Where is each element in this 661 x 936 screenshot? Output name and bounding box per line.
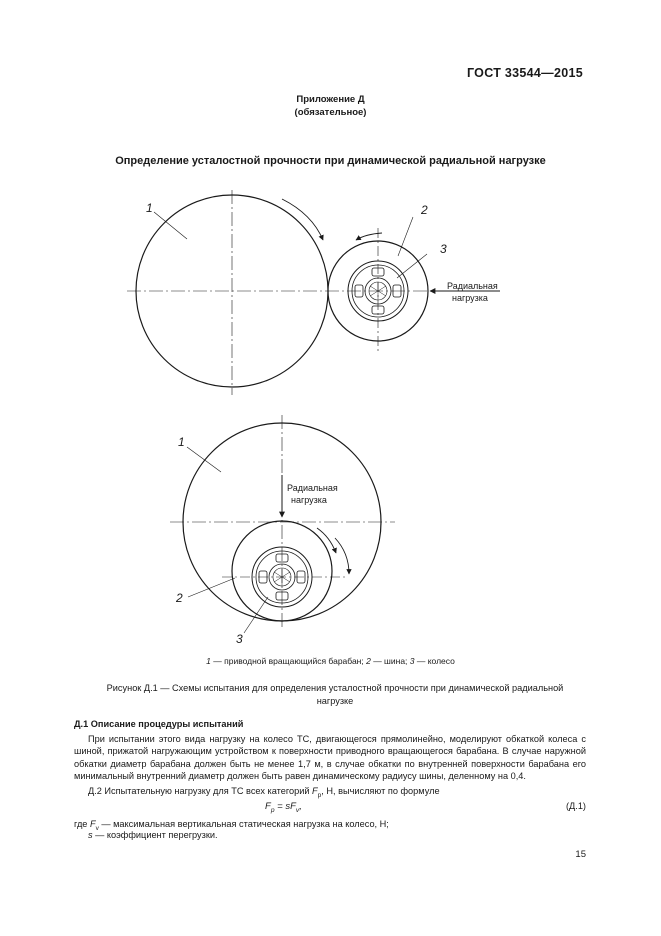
clause-d1-text: При испытании этого вида нагрузку на колесо ТС, двигающегося прямолинейно, моделируют обкаткой колеса с шиной, прижатой нагружающим устройством к поверхности приводного вращающегося барабана. В случае наружной обкатки диаметр барабана должен быть не менее 1,7 м, в случае обкатки по внутренней поверхности барабана его минимальный внутренний диаметр должен быть равен динамическому радиусу шины, деленному на 0,4. [74, 734, 586, 782]
section-title: Определение усталостной прочности при динамической радиальной нагрузке [115, 155, 546, 167]
leader-wheel [397, 254, 427, 278]
label-tire-bottom: 2 [176, 591, 183, 605]
annex-status: (обязательное) [294, 107, 367, 118]
figure-legend: 1 — приводной вращающийся барабан; 2 — шина; 3 — колесо [206, 656, 455, 666]
clause-d2-text: Д.2 Испытательную нагрузку для ТС всех категорий $F_p$, Н, вычисляют по формуле [88, 786, 440, 799]
label-drum-top: 1 [146, 201, 153, 215]
page-number: 15 [575, 849, 586, 860]
load-label-top-2: нагрузка [452, 293, 488, 303]
clause-d1-heading: Д.1 Описание процедуры испытаний [74, 719, 244, 729]
formula-d1: $F_p = sF_v$, [265, 801, 302, 814]
formula-number: (Д.1) [565, 801, 586, 811]
label-tire-top: 2 [421, 203, 428, 217]
leader-drum-2 [187, 447, 221, 472]
drum-rotation-arrow-2 [335, 538, 349, 574]
leader-drum [154, 212, 187, 239]
label-drum-bottom: 1 [178, 435, 185, 449]
label-wheel-bottom: 3 [236, 632, 243, 646]
label-wheel-top: 3 [440, 242, 447, 256]
leader-tire-2 [188, 578, 235, 597]
load-label-top-1: Радиальная [447, 281, 498, 291]
leader-tire [398, 217, 413, 256]
top-scheme [127, 190, 500, 395]
bottom-scheme [170, 415, 395, 633]
load-label-bottom-2: нагрузка [291, 495, 327, 505]
formula-where-2: s — коэффициент перегрузки. [88, 830, 218, 840]
standard-number: ГОСТ 33544—2015 [466, 66, 583, 80]
drum-rotation-arrow [282, 199, 323, 240]
formula-where-1: где $F_v$ — максимальная вертикальная статическая нагрузка на колесо, Н; [74, 819, 389, 832]
load-label-bottom-1: Радиальная [287, 483, 338, 493]
figure-caption: Рисунок Д.1 — Схемы испытания для определения усталостной прочности при динамической радиальной нагрузке [106, 683, 564, 706]
annex-title: Приложение Д [296, 94, 365, 105]
